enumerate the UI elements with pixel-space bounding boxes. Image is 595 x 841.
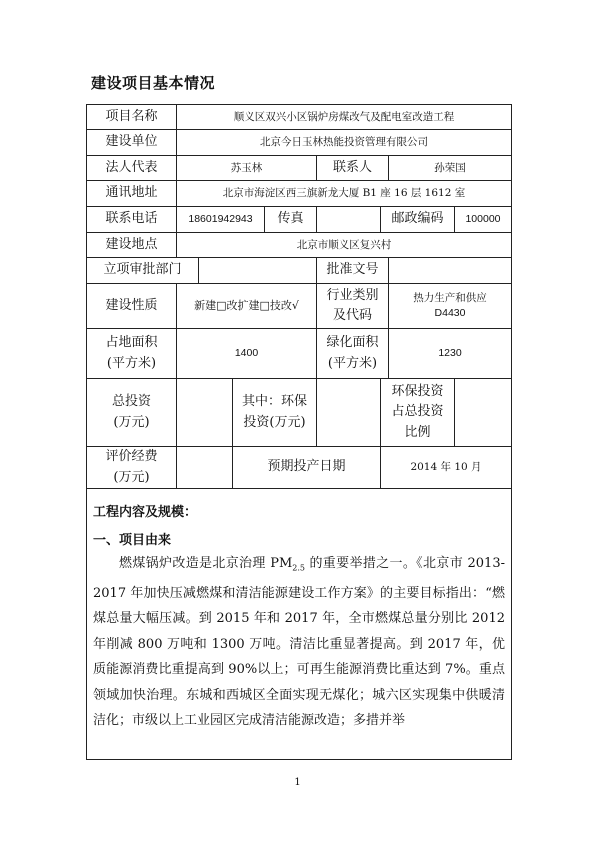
- env-invest-label-line2: 投资(万元): [243, 414, 306, 430]
- legal-rep-value: 苏玉林: [177, 156, 317, 180]
- eval-fee-label-line2: (万元): [113, 469, 150, 485]
- env-invest-label: [233, 379, 317, 446]
- row-approval: [87, 258, 511, 284]
- env-ratio-label-line1: 环保投资: [391, 384, 444, 400]
- paragraph-part1: 燃煤锅炉改造是北京治理 PM: [119, 556, 293, 571]
- phone-value: 18601942943: [177, 207, 265, 232]
- industry-label: [317, 284, 389, 328]
- green-area-label-line1: 绿化面积: [326, 335, 379, 351]
- env-ratio-label: [381, 379, 455, 446]
- industry-code: D4430: [434, 307, 466, 319]
- area-label-line2: (平方米): [106, 355, 157, 371]
- industry-label-line2: 及代码: [332, 308, 372, 323]
- fax-value: [317, 207, 381, 232]
- paragraph-part2: 的重要举措之一。《北京市 2013-2017 年加快压减燃煤和清洁能源建设工作方案》的主要目标指出：“燃煤总量大幅压减。到 2015 年和 2017 年，全市燃煤总量分别比 2012 年削减 800 万吨和 1300 万吨。清洁比重显著提高。到 2017 年，优质能源消费比重提高到 90%以上；可再生能源消费比重达到 7%。重点领域加快治理。东城和西城区全面实现无煤化；城六区实现集中供暖清洁化；市级以上工业园区完成清洁能源改造；多措并举: [93, 556, 505, 729]
- env-ratio-label-line3: 比例: [404, 424, 431, 440]
- env-ratio-value: [455, 379, 511, 446]
- contact-person-label: 联系人: [317, 156, 389, 180]
- total-invest-label-line1: 总投资: [111, 394, 151, 410]
- address-value: 北京市海淀区西三旗新龙大厦 B1 座 16 层 1612 室: [222, 187, 466, 200]
- row-construction-unit: [87, 130, 511, 156]
- section-title: 工程内容及规模：: [93, 505, 198, 520]
- project-name-label: 项目名称: [87, 105, 177, 129]
- total-invest-value: [177, 379, 233, 446]
- industry-value-line1: 热力生产和供应: [413, 292, 487, 305]
- page-title: 建设项目基本情况: [91, 74, 216, 92]
- address-label: 通讯地址: [87, 181, 177, 206]
- site-label: 建设地点: [87, 233, 177, 257]
- approval-no-value: [389, 258, 511, 283]
- row-phone: [87, 207, 511, 233]
- project-info-table: [86, 104, 512, 760]
- body-paragraph: [93, 551, 505, 733]
- eval-fee-label: [87, 447, 177, 488]
- row-project-name: [87, 105, 511, 130]
- pm-subscript: 2.5: [292, 563, 305, 573]
- green-area-value: 1230: [438, 347, 462, 360]
- area-value: 1400: [177, 329, 317, 378]
- eval-fee-value: [177, 447, 233, 488]
- approval-no-label: 批准文号: [317, 258, 389, 283]
- green-area-label-line2: (平方米): [327, 355, 378, 371]
- total-invest-label: [87, 379, 177, 446]
- row-area: [87, 329, 511, 379]
- contact-person-value: 孙荣国: [434, 161, 466, 174]
- nature-value: 新建□改扩建□技改√: [177, 284, 317, 328]
- row-eval-fee: [87, 447, 511, 489]
- legal-rep-label: 法人代表: [87, 156, 177, 180]
- approval-dept-label: 立项审批部门: [87, 258, 199, 283]
- row-legal-rep: [87, 156, 511, 181]
- row-nature: [87, 284, 511, 329]
- industry-label-line1: 行业类别: [326, 287, 379, 303]
- page-number: 1: [294, 777, 301, 788]
- construction-unit-label: 建设单位: [87, 130, 177, 155]
- eval-fee-label-line1: 评价经费: [105, 449, 158, 465]
- env-invest-label-line1: 其中：环保: [241, 394, 307, 410]
- construction-unit-value: 北京今日玉林热能投资管理有限公司: [260, 136, 428, 149]
- area-label: [87, 329, 177, 378]
- approval-dept-value: [199, 258, 317, 283]
- project-name-value: 顺义区双兴小区锅炉房煤改气及配电室改造工程: [233, 110, 455, 123]
- phone-label: 联系电话: [87, 207, 177, 232]
- expected-date-label: 预期投产日期: [233, 447, 381, 488]
- postcode-label: 邮政编码: [381, 207, 455, 232]
- postcode-value: 100000: [465, 213, 501, 226]
- total-invest-label-line2: (万元): [113, 414, 150, 430]
- area-label-line1: 占地面积: [105, 335, 158, 351]
- env-invest-value: [317, 379, 381, 446]
- env-ratio-label-line2: 占总投资: [391, 404, 444, 420]
- sub-title: 一、项目由来: [93, 533, 172, 548]
- project-content: [87, 489, 511, 759]
- site-value: 北京市顺义区复兴村: [296, 238, 392, 251]
- row-investment: [87, 379, 511, 447]
- green-area-label: [317, 329, 389, 378]
- row-address: [87, 181, 511, 207]
- fax-label: 传真: [265, 207, 317, 232]
- industry-value: [389, 284, 511, 328]
- row-site: [87, 233, 511, 258]
- nature-label: 建设性质: [87, 284, 177, 328]
- expected-date-value: 2014 年 10 月: [410, 461, 482, 474]
